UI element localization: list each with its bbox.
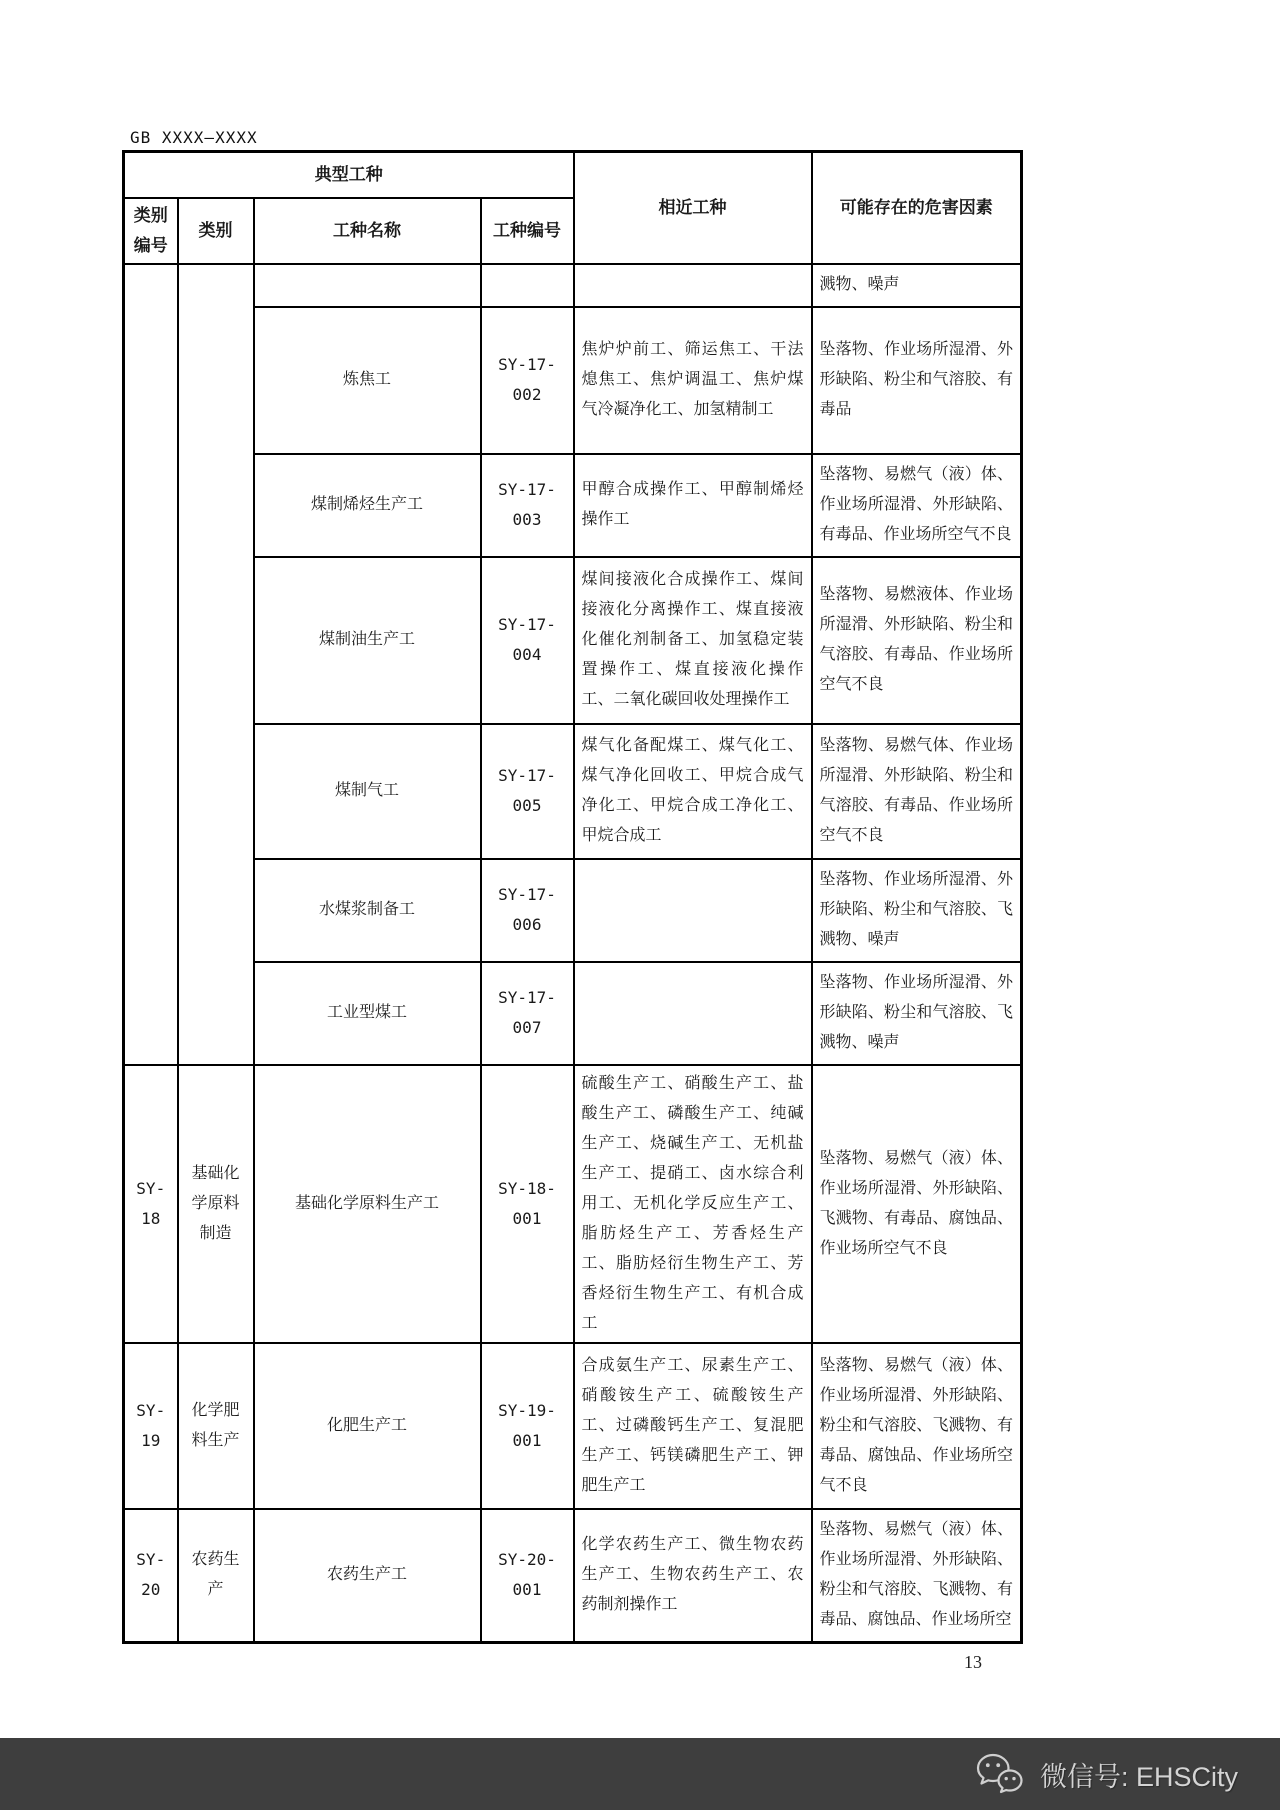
cell-work-code: SY-17-005 [481, 724, 574, 859]
cell-similar: 煤气化备配煤工、煤气化工、煤气净化回收工、甲烷合成气净化工、甲烷合成工净化工、甲烷合成工 [574, 724, 812, 859]
table-row [124, 724, 1022, 859]
cell-hazards: 坠落物、易燃气体、作业场所湿滑、外形缺陷、粉尘和气溶胶、有毒品、作业场所空气不良 [812, 724, 1022, 859]
cell-work-name [254, 264, 481, 307]
cell-hazards: 坠落物、易燃气（液）体、作业场所湿滑、外形缺陷、粉尘和气溶胶、飞溅物、有毒品、腐蚀品、作业场所空气不良 [812, 1343, 1022, 1509]
cell-category: 基础化学原料制造 [178, 1065, 254, 1343]
table-row [124, 962, 1022, 1065]
cell-work-name: 农药生产工 [254, 1509, 481, 1643]
table-row [124, 454, 1022, 557]
cell-work-code: SY-19-001 [481, 1343, 574, 1509]
cell-category [178, 264, 254, 1065]
cell-similar: 硫酸生产工、硝酸生产工、盐酸生产工、磷酸生产工、纯碱生产工、烧碱生产工、无机盐生产工、提硝工、卤水综合利用工、无机化学反应生产工、脂肪烃生产工、芳香烃生产工、脂肪烃衍生物生产工、芳香烃衍生物生产工、有机合成工 [574, 1065, 812, 1343]
cell-similar [574, 264, 812, 307]
cell-work-code: SY-20-001 [481, 1509, 574, 1643]
cell-hazards: 坠落物、易燃气（液）体、作业场所湿滑、外形缺陷、粉尘和气溶胶、飞溅物、有毒品、腐蚀品、作业场所空 [812, 1509, 1022, 1643]
header-hazards: 可能存在的危害因素 [812, 152, 1022, 264]
cell-hazards: 坠落物、作业场所湿滑、外形缺陷、粉尘和气溶胶、有毒品 [812, 307, 1022, 454]
cell-hazards: 坠落物、易燃液体、作业场所湿滑、外形缺陷、粉尘和气溶胶、有毒品、作业场所空气不良 [812, 557, 1022, 724]
work-types-table [122, 150, 1023, 1644]
table-row [124, 1509, 1022, 1643]
cell-work-name: 水煤浆制备工 [254, 859, 481, 962]
cell-hazards: 坠落物、易燃气（液）体、作业场所湿滑、外形缺陷、飞溅物、有毒品、腐蚀品、作业场所空气不良 [812, 1065, 1022, 1343]
cell-work-name: 化肥生产工 [254, 1343, 481, 1509]
cell-work-name: 炼焦工 [254, 307, 481, 454]
cell-similar: 合成氨生产工、尿素生产工、硝酸铵生产工、硫酸铵生产工、过磷酸钙生产工、复混肥生产工、钙镁磷肥生产工、钾肥生产工 [574, 1343, 812, 1509]
cell-work-code: SY-17-007 [481, 962, 574, 1065]
cell-similar [574, 859, 812, 962]
cell-similar: 煤间接液化合成操作工、煤间接液化分离操作工、煤直接液化催化剂制备工、加氢稳定装置操作工、煤直接液化操作工、二氧化碳回收处理操作工 [574, 557, 812, 724]
cell-hazards: 坠落物、作业场所湿滑、外形缺陷、粉尘和气溶胶、飞溅物、噪声 [812, 962, 1022, 1065]
cell-work-code: SY-17-006 [481, 859, 574, 962]
table-row [124, 1343, 1022, 1509]
cell-category-no: SY-20 [124, 1509, 178, 1643]
cell-work-code: SY-17-004 [481, 557, 574, 724]
header-category-no: 类别编号 [124, 198, 178, 264]
table-row [124, 557, 1022, 724]
cell-work-code [481, 264, 574, 307]
cell-work-code: SY-18-001 [481, 1065, 574, 1343]
cell-hazards: 溅物、噪声 [812, 264, 1022, 307]
cell-category-no: SY-18 [124, 1065, 178, 1343]
cell-work-code: SY-17-002 [481, 307, 574, 454]
cell-category: 化学肥料生产 [178, 1343, 254, 1509]
page-number: 13 [964, 1652, 982, 1672]
wechat-icon [974, 1751, 1026, 1797]
header-typical-work: 典型工种 [124, 152, 574, 198]
cell-work-name: 煤制油生产工 [254, 557, 481, 724]
cell-work-name: 工业型煤工 [254, 962, 481, 1065]
cell-work-name: 煤制烯烃生产工 [254, 454, 481, 557]
table-row [124, 307, 1022, 454]
cell-category: 农药生产 [178, 1509, 254, 1643]
table-row [124, 264, 1022, 307]
cell-similar [574, 962, 812, 1065]
header-category: 类别 [178, 198, 254, 264]
cell-category-no [124, 264, 178, 1065]
cell-work-name: 煤制气工 [254, 724, 481, 859]
cell-similar: 甲醇合成操作工、甲醇制烯烃操作工 [574, 454, 812, 557]
cell-category-no: SY-19 [124, 1343, 178, 1509]
footer-bar [0, 1738, 1280, 1810]
header-similar-work: 相近工种 [574, 152, 812, 264]
cell-hazards: 坠落物、作业场所湿滑、外形缺陷、粉尘和气溶胶、飞溅物、噪声 [812, 859, 1022, 962]
table-row [124, 1065, 1022, 1343]
header-work-name: 工种名称 [254, 198, 481, 264]
cell-similar: 化学农药生产工、微生物农药生产工、生物农药生产工、农药制剂操作工 [574, 1509, 812, 1643]
doc-code: GB XXXX—XXXX [130, 128, 258, 147]
table-row [124, 859, 1022, 962]
wechat-account-label: 微信号: EHSCity [1039, 1761, 1238, 1792]
cell-work-code: SY-17-003 [481, 454, 574, 557]
cell-hazards: 坠落物、易燃气（液）体、作业场所湿滑、外形缺陷、有毒品、作业场所空气不良 [812, 454, 1022, 557]
table-header-row-1 [124, 152, 1022, 198]
cell-work-name: 基础化学原料生产工 [254, 1065, 481, 1343]
header-work-code: 工种编号 [481, 198, 574, 264]
cell-similar: 焦炉炉前工、筛运焦工、干法熄焦工、焦炉调温工、焦炉煤气冷凝净化工、加氢精制工 [574, 307, 812, 454]
